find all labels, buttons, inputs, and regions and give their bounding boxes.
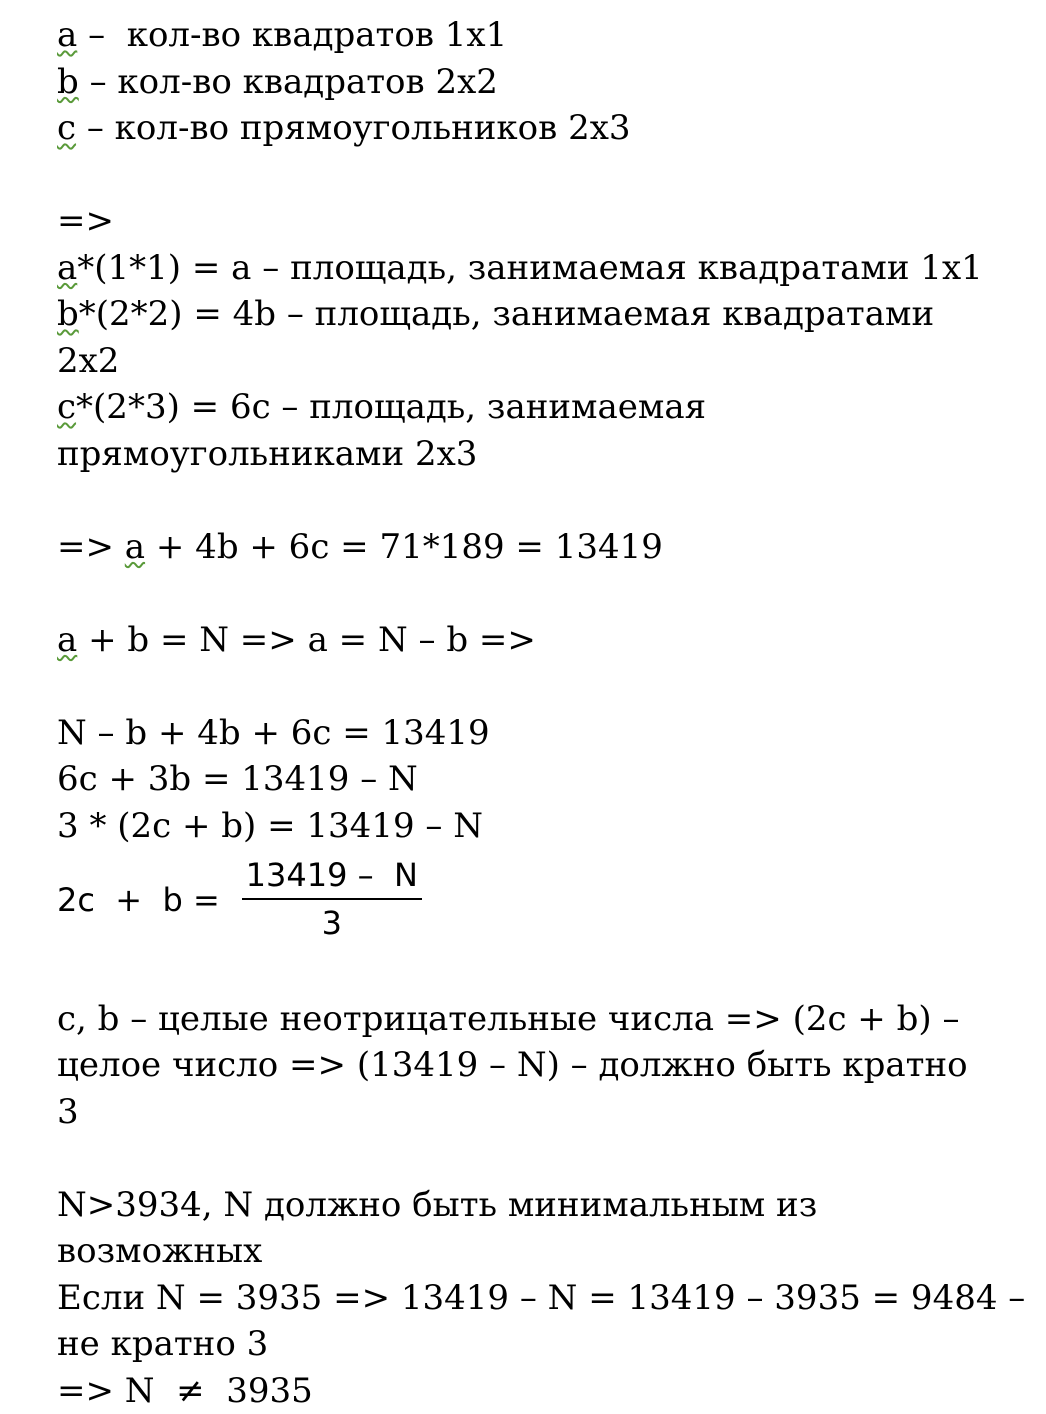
conclusion-line: возможных (57, 1228, 1017, 1275)
spacer (57, 1135, 1017, 1182)
spacer (57, 663, 1017, 710)
area-a-line (57, 245, 1017, 292)
substitution-var: a (57, 620, 77, 660)
fraction-numerator: 13419 – N (244, 856, 420, 898)
conclusion-line: Если N = 3935 => 13419 – N = 13419 – 3935 = 9484 – (57, 1275, 1017, 1322)
divisibility-line: c, b – целые неотрицательные числа => (2c + b) – (57, 996, 1017, 1043)
var-b: b (57, 62, 79, 102)
sum-text: + 4b + 6c = 71*189 = 13419 (145, 527, 663, 567)
equation-line: N – b + 4b + 6c = 13419 (57, 710, 1017, 757)
area-c-text: *(2*3) = 6c – площадь, занимаемая (76, 387, 706, 427)
implies-line: => (57, 198, 1017, 245)
spacer (57, 949, 1017, 996)
definition-c (57, 105, 1017, 152)
equation-line: 6c + 3b = 13419 – N (57, 756, 1017, 803)
area-c-var: c (57, 387, 76, 427)
var-a: a (57, 15, 77, 55)
substitution-text: + b = N => a = N – b => (77, 620, 536, 660)
conclusion-line: N>3934, N должно быть минимальным из (57, 1182, 1017, 1229)
sum-var: a (125, 527, 145, 567)
fraction-denominator: 3 (322, 900, 342, 944)
divisibility-line: целое число => (13419 – N) – должно быть кратно (57, 1042, 1017, 1089)
area-b-line (57, 291, 1017, 338)
divisibility-line: 3 (57, 1089, 1017, 1136)
sum-prefix: => (57, 527, 125, 567)
area-a-var: a (57, 248, 77, 288)
definition-b (57, 59, 1017, 106)
fraction-equation (57, 853, 1017, 947)
document-page (57, 12, 1017, 1414)
area-b-line-cont: 2х2 (57, 338, 1017, 385)
conclusion-line: => N ≠ 3935 (57, 1368, 1017, 1414)
fraction-lhs: 2c + b = (57, 877, 242, 924)
substitution-line (57, 617, 1017, 664)
area-c-line (57, 384, 1017, 431)
conclusion-line: не кратно 3 (57, 1321, 1017, 1368)
area-b-text: *(2*2) = 4b – площадь, занимаемая квадратами (79, 294, 934, 334)
definition-a-text: – кол-во квадратов 1х1 (77, 15, 507, 55)
definition-b-text: – кол-во квадратов 2х2 (79, 62, 498, 102)
var-c: c (57, 108, 76, 148)
spacer (57, 570, 1017, 617)
area-c-line-cont: прямоугольниками 2х3 (57, 431, 1017, 478)
sum-line (57, 524, 1017, 571)
definition-a (57, 12, 1017, 59)
spacer (57, 152, 1017, 199)
definition-c-text: – кол-во прямоугольников 2х3 (76, 108, 630, 148)
fraction (242, 856, 422, 944)
equation-line: 3 * (2c + b) = 13419 – N (57, 803, 1017, 850)
area-b-var: b (57, 294, 79, 334)
spacer (57, 477, 1017, 524)
area-a-text: *(1*1) = a – площадь, занимаемая квадратами 1х1 (77, 248, 982, 288)
